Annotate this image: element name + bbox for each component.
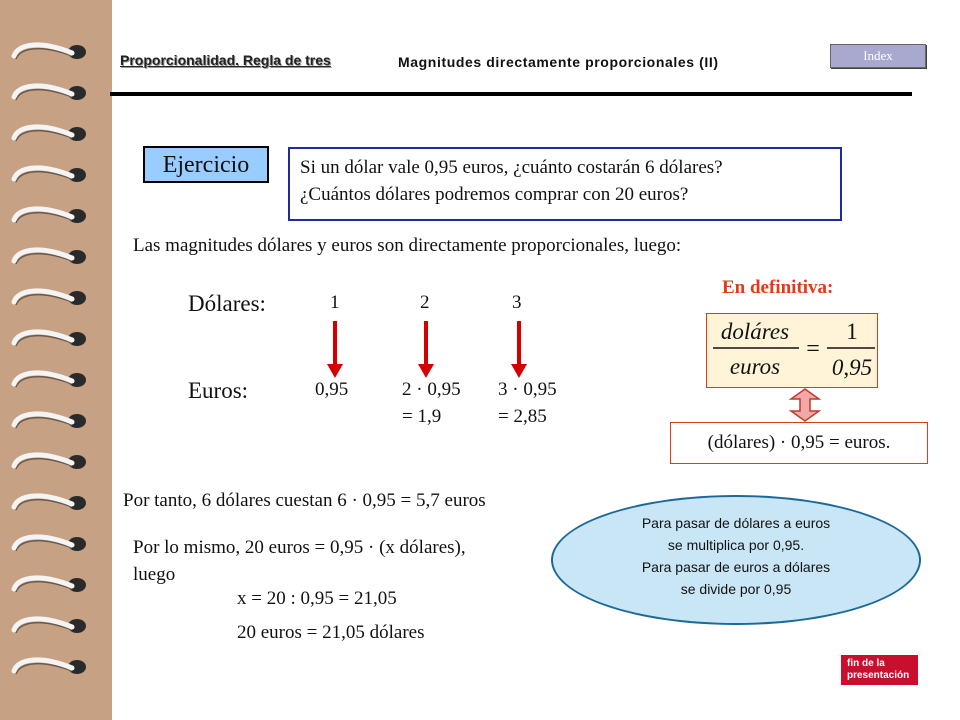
spiral-ring bbox=[14, 619, 86, 633]
euro-result-2: = 1,9 bbox=[402, 406, 442, 427]
spiral-ring bbox=[14, 414, 86, 428]
double-arrow-icon bbox=[788, 388, 822, 422]
spiral-ring bbox=[14, 86, 86, 100]
exercise-label: Ejercicio bbox=[143, 146, 269, 183]
spiral-ring bbox=[14, 209, 86, 223]
question-line-2: ¿Cuántos dólares podremos comprar con 20 euros? bbox=[300, 184, 689, 205]
arrow-3 bbox=[517, 321, 521, 366]
spiral-ring bbox=[14, 496, 86, 510]
result-formula: (dólares) · 0,95 = euros. bbox=[670, 422, 928, 464]
question-line-1: Si un dólar vale 0,95 euros, ¿cuánto costarán 6 dólares? bbox=[300, 157, 723, 178]
note-text bbox=[571, 512, 901, 600]
spiral-ring bbox=[14, 660, 86, 674]
spiral-ring bbox=[14, 373, 86, 387]
end-presentation-button[interactable] bbox=[841, 655, 918, 685]
fraction-denominator-left: euros bbox=[729, 354, 781, 379]
spiral-ring bbox=[14, 291, 86, 305]
euro-value-3: 3 · 0,95 bbox=[498, 379, 557, 400]
conclusion-line-1: Por tanto, 6 dólares cuestan 6 · 0,95 = 5,7 euros bbox=[123, 490, 486, 511]
fraction-equals: = bbox=[806, 336, 820, 362]
dollar-value-3: 3 bbox=[512, 292, 522, 313]
fraction-numerator-right: 1 bbox=[846, 319, 858, 344]
course-title[interactable]: Proporcionalidad. Regla de tres bbox=[120, 52, 331, 68]
conclusion-line-3: luego bbox=[133, 564, 176, 585]
end-button-line-2: presentación bbox=[847, 670, 910, 681]
note-line-1: Para pasar de dólares a euros bbox=[641, 515, 831, 531]
conclusion-line-2: Por lo mismo, 20 euros = 0,95 · (x dólares), bbox=[133, 537, 466, 558]
spiral-ring bbox=[14, 332, 86, 346]
spiral-ring bbox=[14, 455, 86, 469]
spiral-binder bbox=[0, 0, 112, 720]
slide-subtitle: Magnitudes directamente proporcionales (II) bbox=[398, 54, 719, 70]
end-button-line-1: fin de la bbox=[847, 658, 885, 669]
fraction-denominator-right: 0,95 bbox=[831, 355, 873, 380]
header-divider bbox=[110, 92, 912, 96]
note-line-4: se divide por 0,95 bbox=[680, 581, 792, 597]
spiral-ring bbox=[14, 45, 86, 59]
arrow-head-1 bbox=[327, 364, 343, 378]
conclusion-line-4: x = 20 : 0,95 = 21,05 bbox=[237, 588, 397, 609]
dollar-value-1: 1 bbox=[330, 292, 340, 313]
arrow-head-2 bbox=[418, 364, 434, 378]
spiral-ring bbox=[14, 578, 86, 592]
spiral-ring bbox=[14, 127, 86, 141]
euro-value-1: 0,95 bbox=[315, 379, 349, 400]
index-button[interactable]: Index bbox=[830, 44, 926, 68]
dollar-value-2: 2 bbox=[420, 292, 430, 313]
spiral-ring bbox=[14, 537, 86, 551]
spiral-ring bbox=[14, 250, 86, 264]
fraction-formula-graphic bbox=[707, 314, 877, 387]
note-line-3: Para pasar de euros a dólares bbox=[641, 559, 831, 575]
fraction-formula bbox=[706, 313, 878, 388]
fraction-numerator-left: doláres bbox=[720, 319, 790, 344]
summary-title: En definitiva: bbox=[722, 277, 834, 298]
euros-label: Euros: bbox=[188, 378, 249, 403]
spiral-ring bbox=[14, 168, 86, 182]
note-line-2: se multiplica por 0,95. bbox=[667, 537, 805, 553]
euro-result-3: = 2,85 bbox=[498, 406, 547, 427]
arrow-head-3 bbox=[511, 364, 527, 378]
exercise-question bbox=[288, 147, 842, 221]
conclusion-line-5: 20 euros = 21,05 dólares bbox=[237, 622, 425, 643]
arrow-1 bbox=[333, 321, 337, 366]
spiral-rings-icon bbox=[0, 0, 112, 720]
dollars-label: Dólares: bbox=[188, 291, 266, 316]
arrow-2 bbox=[424, 321, 428, 366]
intro-text: Las magnitudes dólares y euros son directamente proporcionales, luego: bbox=[133, 235, 682, 256]
euro-value-2: 2 · 0,95 bbox=[402, 379, 461, 400]
